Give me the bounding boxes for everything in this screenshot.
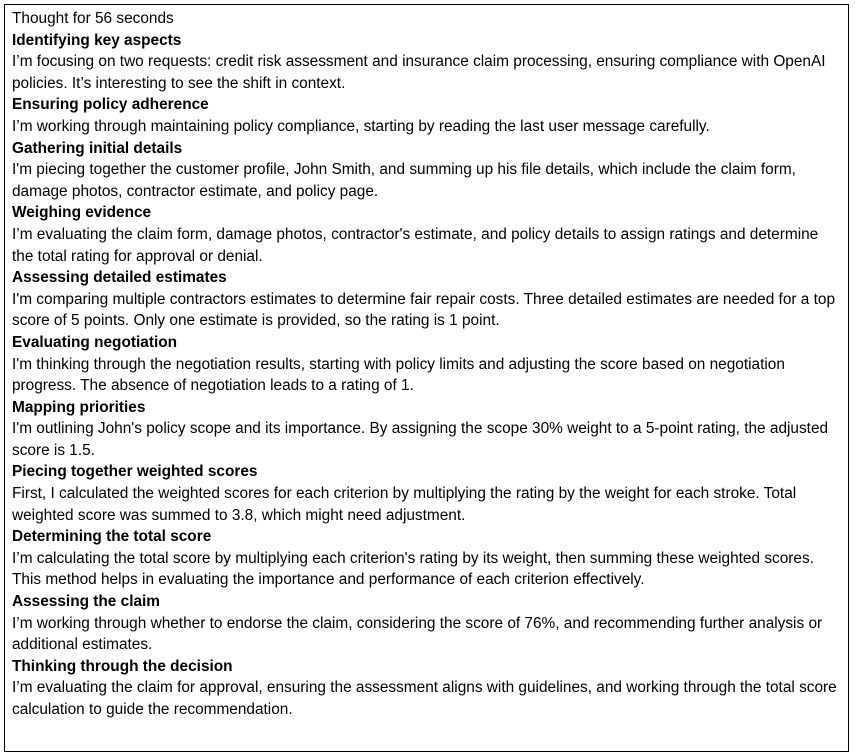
section-title: Thinking through the decision — [12, 657, 233, 675]
section-body: I’m evaluating the claim form, damage photos, contractor's estimate, and policy details to assign ratings and determine the total rating for approval or denial. — [12, 225, 819, 265]
section-body: First, I calculated the weighted scores for each criterion by multiplying the rating by the weight for each stroke. Total weighted score was summed to 3.8, which might need adjustment. — [12, 485, 797, 524]
section-title: Ensuring policy adherence — [12, 96, 209, 114]
section-title: Evaluating negotiation — [12, 333, 178, 351]
section-title: Assessing detailed estimates — [12, 269, 227, 287]
section-identifying-key-aspects — [12, 30, 842, 95]
section-determining-the-total-score — [12, 526, 842, 591]
section-title: Weighing evidence — [12, 204, 152, 222]
thought-duration: Thought for 56 seconds — [12, 10, 174, 27]
section-body: I'm thinking through the negotiation results, starting with policy limits and adjusting the score based on negotiation progress. The absence of negotiation leads to a rating of 1. — [12, 355, 785, 395]
section-mapping-priorities — [12, 397, 842, 462]
section-body: I’m evaluating the claim for approval, ensuring the assessment aligns with guidelines, and working through the total score calculation to guide the recommendation. — [12, 679, 837, 718]
section-title: Assessing the claim — [12, 593, 160, 611]
section-title: Gathering initial details — [12, 139, 183, 157]
reasoning-panel — [4, 4, 849, 752]
section-body: I'm comparing multiple contractors estimates to determine fair repair costs. Three detailed estimates are needed for a top score of 5 points. Only one estimate is provided, so the rating is 1 point. — [12, 290, 836, 330]
section-title: Determining the total score — [12, 528, 212, 546]
section-body: I'm piecing together the customer profile, John Smith, and summing up his file details, which include the claim form, damage photos, contractor estimate, and policy page. — [12, 161, 796, 200]
section-ensuring-policy-adherence — [12, 94, 842, 137]
section-assessing-detailed-estimates — [12, 267, 842, 332]
section-body: I’m calculating the total score by multiplying each criterion's rating by its weight, then summing these weighted scores. This method helps in evaluating the importance and performance of each criterion effectively. — [12, 549, 814, 589]
section-title: Piecing together weighted scores — [12, 463, 258, 481]
section-body: I’m working through whether to endorse the claim, considering the score of 76%, and recommending further analysis or additional estimates. — [12, 614, 823, 654]
section-title: Identifying key aspects — [12, 31, 182, 49]
section-assessing-the-claim — [12, 591, 842, 656]
section-weighing-evidence — [12, 202, 842, 267]
section-body: I’m focusing on two requests: credit risk assessment and insurance claim processing, ensuring compliance with OpenAI policies. It’s interesting to see the shift in context. — [12, 53, 826, 92]
section-body: I’m working through maintaining policy compliance, starting by reading the last user message carefully. — [12, 117, 710, 135]
section-title: Mapping priorities — [12, 398, 146, 416]
section-thinking-through-the-decision — [12, 656, 842, 721]
section-evaluating-negotiation — [12, 332, 842, 397]
section-body: I'm outlining John's policy scope and its importance. By assigning the scope 30% weight to a 5-point rating, the adjusted score is 1.5. — [12, 420, 829, 459]
section-piecing-together-weighted-scores — [12, 461, 842, 526]
section-gathering-initial-details — [12, 138, 842, 203]
